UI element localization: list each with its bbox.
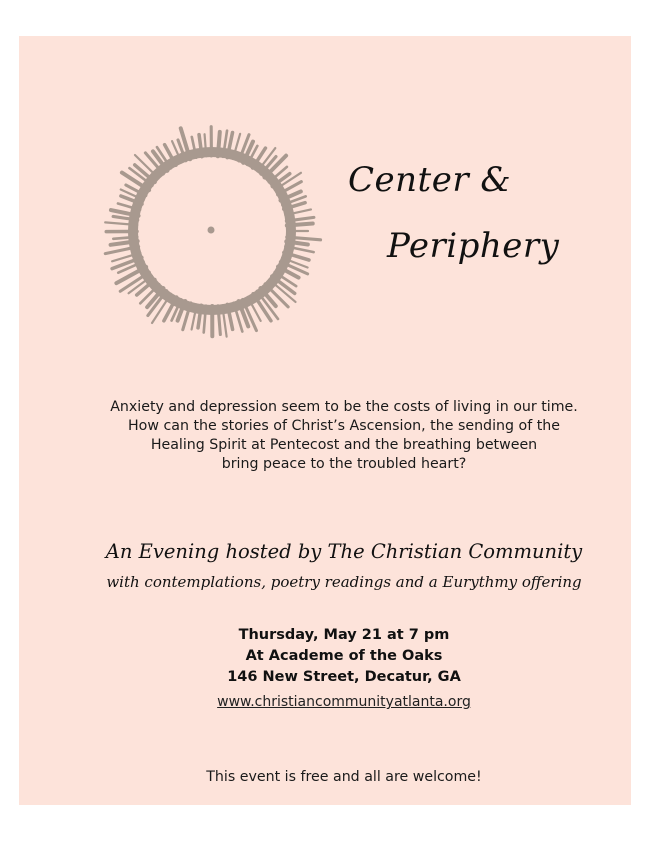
event-date: Thursday, May 21 at 7 pm	[238, 627, 450, 643]
event-details	[94, 625, 594, 688]
title-line-2: Periphery	[387, 226, 560, 266]
intro-paragraph	[79, 398, 609, 474]
sun-center-dot	[208, 227, 215, 234]
intro-line: How can the stories of Christ’s Ascension, the sending of the	[128, 418, 560, 434]
intro-line: Healing Spirit at Pentecost and the breathing between	[150, 437, 538, 453]
website-link[interactable]: www.christiancommunityatlanta.org	[217, 694, 471, 710]
footer-note: This event is free and all are welcome!	[206, 769, 482, 785]
intro-line: Anxiety and depression seem to be the costs of living in our time.	[110, 399, 578, 415]
host-heading: An Evening hosted by The Christian Community	[105, 540, 583, 563]
event-flyer	[19, 36, 631, 805]
event-address: 146 New Street, Decatur, GA	[227, 669, 461, 685]
title-line-1: Center &	[348, 160, 512, 200]
host-subheading: with contemplations, poetry readings and a Eurythmy offering	[106, 573, 582, 591]
event-venue: At Academe of the Oaks	[245, 648, 443, 664]
radiating-sun-icon	[99, 118, 325, 344]
intro-line: bring peace to the troubled heart?	[221, 456, 467, 472]
